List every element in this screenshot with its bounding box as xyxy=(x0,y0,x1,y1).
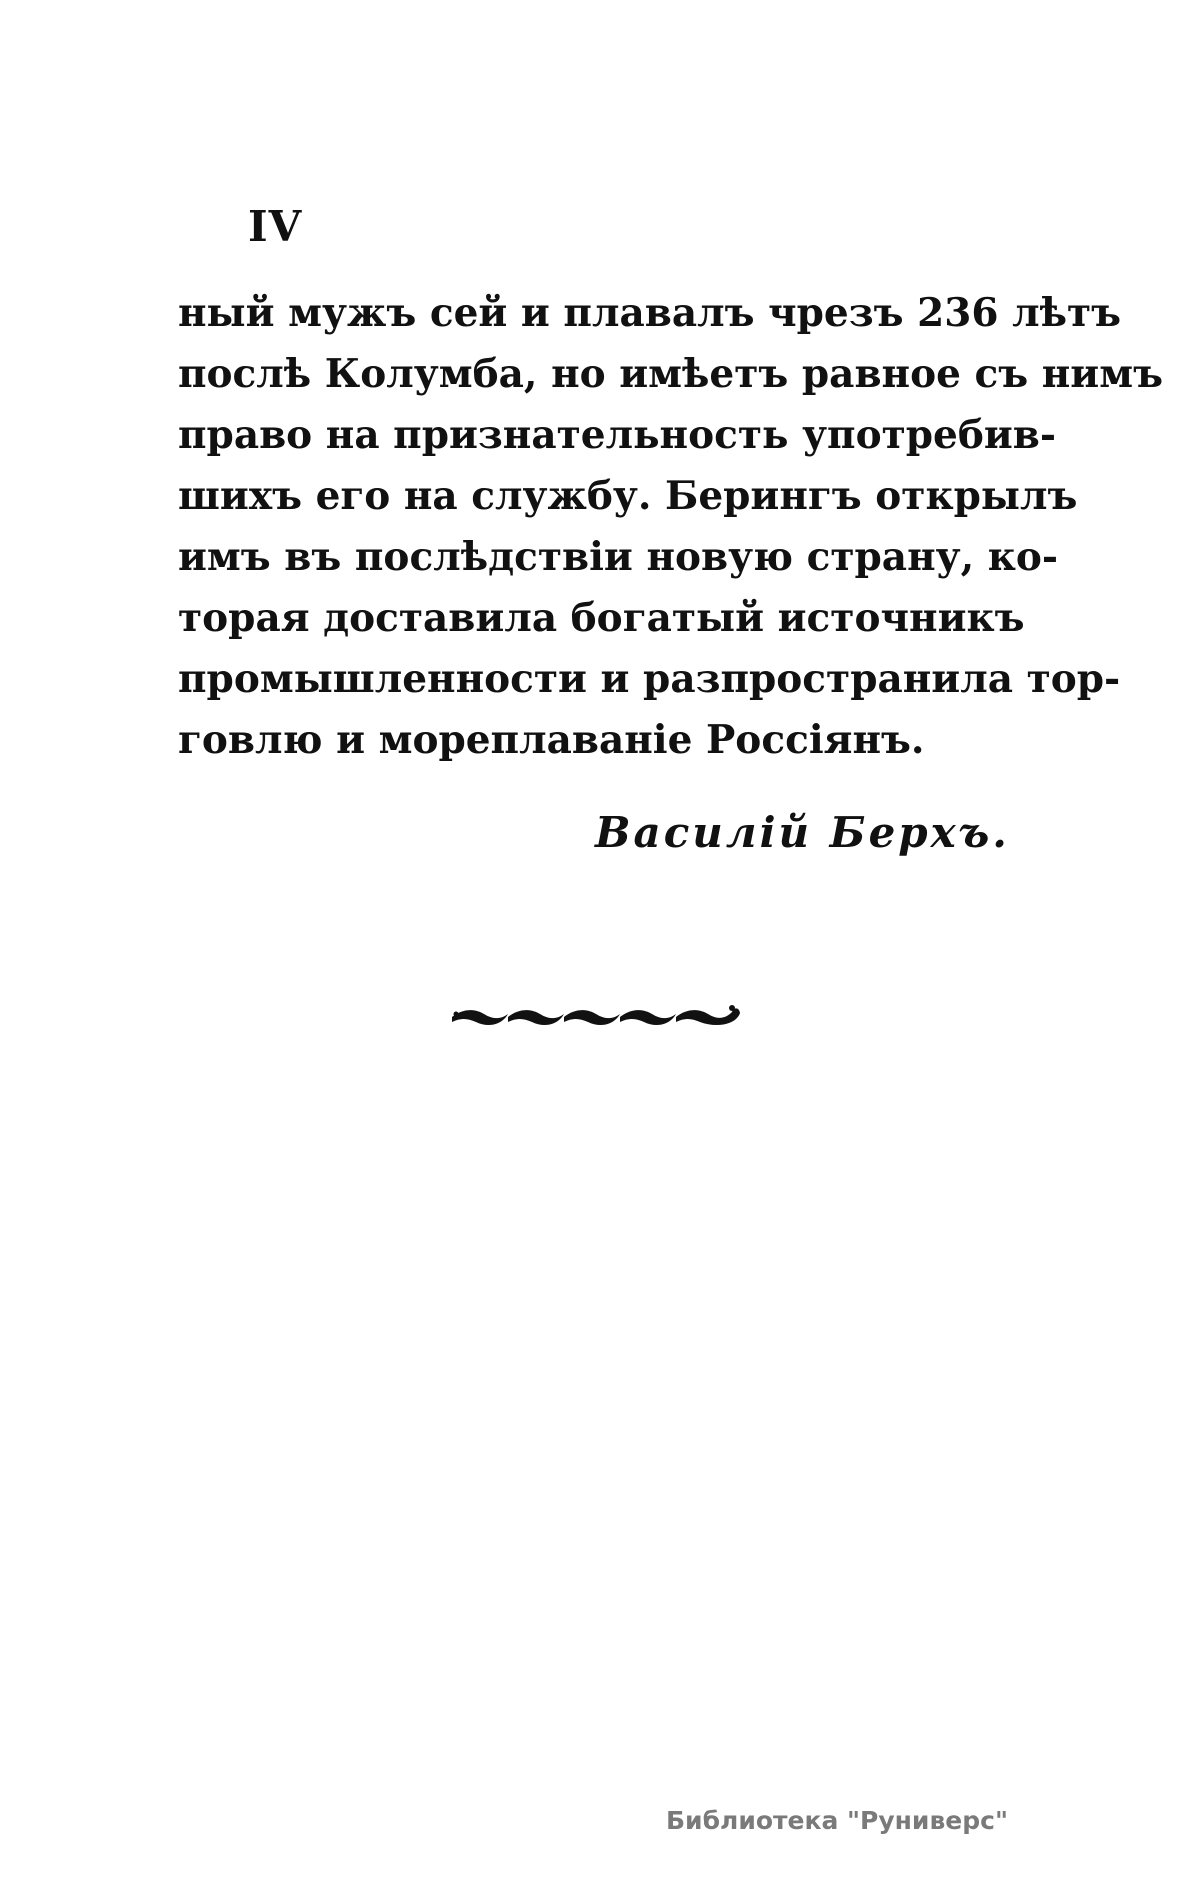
tilde-ornament-icon xyxy=(450,998,742,1032)
signature: Василій Берхъ. xyxy=(595,808,1010,857)
text-line: право на признательность употребив- xyxy=(178,412,1057,458)
text-line: промышленности и разпространила тор- xyxy=(178,656,1121,702)
text-line: послѣ Колумба, но имѣетъ равное съ нимъ xyxy=(178,351,1163,397)
body-text xyxy=(178,283,1163,771)
text-line: имъ въ послѣдствіи новую страну, ко- xyxy=(178,534,1059,580)
text-line: ный мужъ сей и плавалъ чрезъ 236 лѣтъ xyxy=(178,290,1122,336)
text-line: говлю и мореплаваніе Россіянъ. xyxy=(178,717,925,763)
page-number: IV xyxy=(248,202,303,251)
library-label: Библиотека "Руниверс" xyxy=(666,1806,1008,1835)
text-line: торая доставила богатый источникъ xyxy=(178,595,1025,641)
text-line: шихъ его на службу. Берингъ открылъ xyxy=(178,473,1078,519)
